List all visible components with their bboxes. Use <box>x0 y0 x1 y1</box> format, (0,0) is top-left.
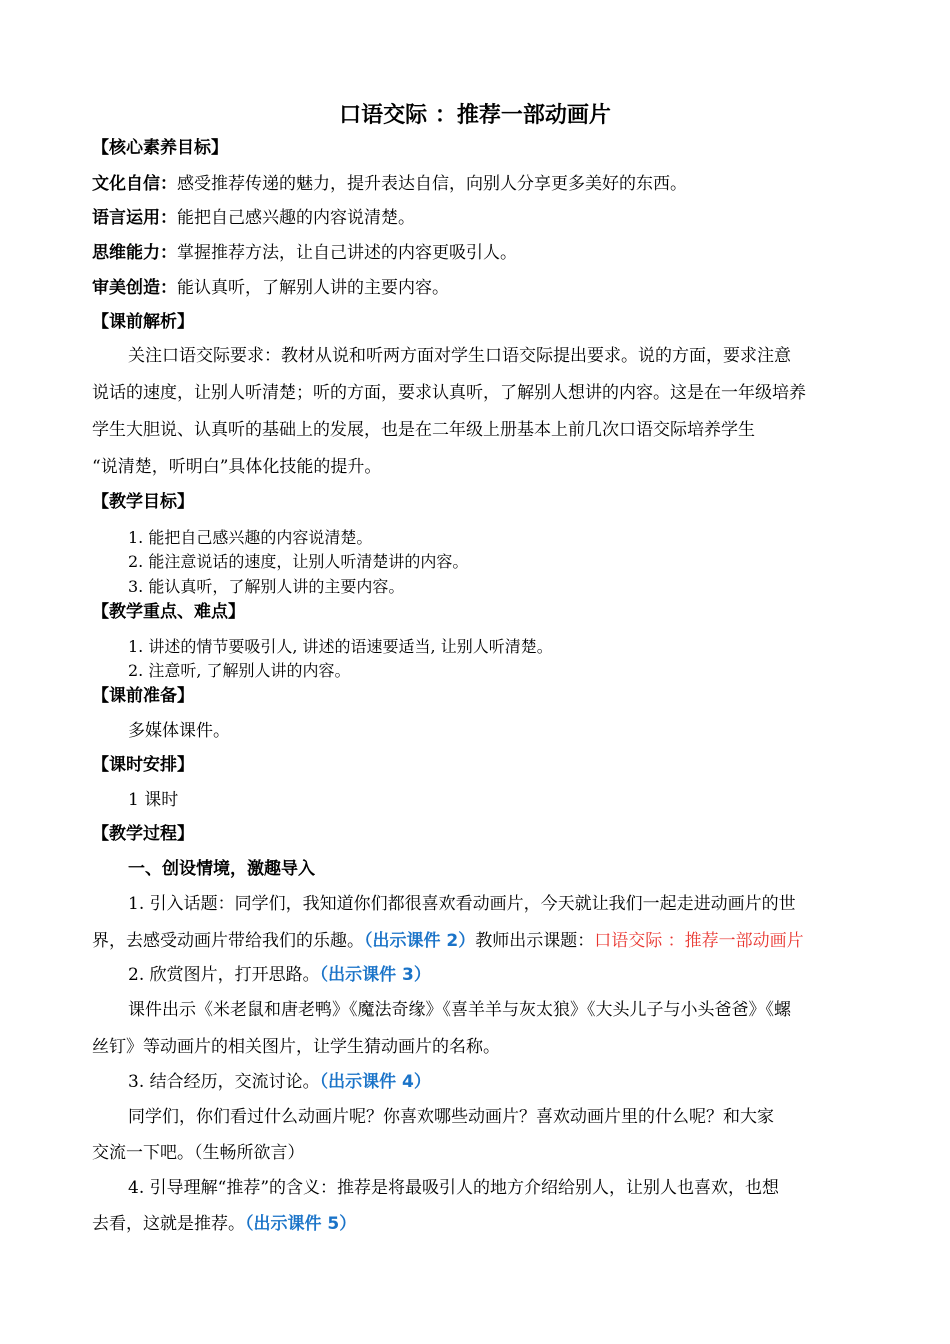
goal-item: 3. 能认真听，了解别人讲的主要内容。 <box>128 577 405 596</box>
core-item-language <box>92 206 415 230</box>
schedule-text: 1 课时 <box>128 790 179 810</box>
goal-item: 2. 能注意说话的速度，让别人听清楚讲的内容。 <box>128 552 469 571</box>
core-text: 能把自己感兴趣的内容说清楚。 <box>177 208 415 228</box>
heading-schedule: 【课时安排】 <box>92 755 194 775</box>
paragraph-line <box>92 1212 356 1236</box>
text-run: 去看，这就是推荐。 <box>92 1214 245 1234</box>
slide-reference: （出示课件 2） <box>364 931 476 951</box>
core-text: 掌握推荐方法，让自己讲述的内容更吸引人。 <box>177 243 517 263</box>
text-run: 教师出示课题： <box>475 931 595 951</box>
core-text: 能认真听，了解别人讲的主要内容。 <box>177 278 449 298</box>
core-text: 感受推荐传递的魅力，提升表达自信，向别人分享更多美好的东西。 <box>177 174 687 194</box>
heading-core-goals: 【核心素养目标】 <box>92 138 228 158</box>
page-title: 口语交际 ：推荐一部动画片 <box>339 103 611 128</box>
paragraph-line: 同学们，你们看过什么动画片呢？你喜欢哪些动画片？喜欢动画片里的什么呢？和大家 <box>128 1107 774 1127</box>
core-label: 审美创造： <box>92 278 177 298</box>
heading-process: 【教学过程】 <box>92 824 194 844</box>
slide-reference: （出示课件 5） <box>245 1214 357 1234</box>
text-run: 3. 结合经历，交流讨论。 <box>128 1072 320 1092</box>
paragraph-line <box>128 1070 431 1094</box>
heading-key-points: 【教学重点、难点】 <box>92 602 245 622</box>
paragraph-line <box>128 963 431 987</box>
text-run: 2. 欣赏图片，打开思路。 <box>128 965 320 985</box>
lesson-topic: 口语交际 ：推荐一部动画片 <box>594 931 804 951</box>
key-item: 2. 注意听, 了解别人讲的内容。 <box>128 661 351 680</box>
goal-item: 1. 能把自己感兴趣的内容说清楚。 <box>128 528 373 547</box>
core-item-aesthetic <box>92 276 449 300</box>
core-item-culture <box>92 172 687 196</box>
slide-reference: （出示课件 3） <box>319 965 431 985</box>
analysis-line: 说话的速度，让别人听清楚；听的方面，要求认真听，了解别人想讲的内容。这是在一年级培养 <box>92 383 806 403</box>
key-item: 1. 讲述的情节要吸引人, 讲述的语速要适当, 让别人听清楚。 <box>128 637 553 656</box>
core-label: 语言运用： <box>92 208 177 228</box>
paragraph-line: 课件出示《米老鼠和唐老鸭》《魔法奇缘》《喜羊羊与灰太狼》《大头儿子与小头爸爸》《螺 <box>128 1000 791 1020</box>
paragraph-line: 丝钉》等动画片的相关图片，让学生猜动画片的名称。 <box>92 1037 500 1057</box>
heading-analysis: 【课前解析】 <box>92 312 194 332</box>
slide-reference: （出示课件 4） <box>319 1072 431 1092</box>
section-title: 一、创设情境，激趣导入 <box>128 859 315 879</box>
preparation-text: 多媒体课件。 <box>128 721 230 741</box>
heading-preparation: 【课前准备】 <box>92 686 194 706</box>
analysis-line: 关注口语交际要求：教材从说和听两方面对学生口语交际提出要求。说的方面，要求注意 <box>128 346 791 366</box>
paragraph-line: 交流一下吧。（生畅所欲言） <box>92 1143 305 1163</box>
paragraph-line: 1. 引入话题：同学们，我知道你们都很喜欢看动画片，今天就让我们一起走进动画片的世 <box>128 894 796 914</box>
core-label: 思维能力： <box>92 243 177 263</box>
heading-teaching-goals: 【教学目标】 <box>92 492 194 512</box>
analysis-line: 学生大胆说、认真听的基础上的发展，也是在二年级上册基本上前几次口语交际培养学生 <box>92 420 755 440</box>
core-item-thinking <box>92 241 517 265</box>
analysis-line: “说清楚，听明白”具体化技能的提升。 <box>92 457 382 477</box>
text-run: 界，去感受动画片带给我们的乐趣。 <box>92 931 364 951</box>
paragraph-line: 4. 引导理解“推荐”的含义：推荐是将最吸引人的地方介绍给别人，让别人也喜欢，也想 <box>128 1178 780 1198</box>
core-label: 文化自信： <box>92 174 177 194</box>
paragraph-line <box>92 929 804 953</box>
